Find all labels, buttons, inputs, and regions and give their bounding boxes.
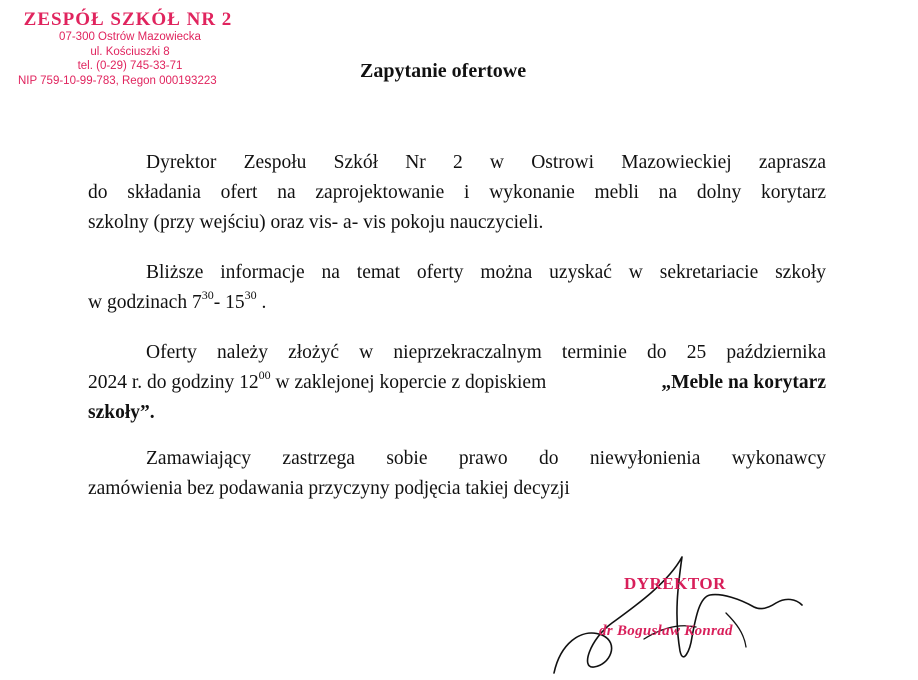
paragraph-line (88, 398, 826, 428)
hours-prefix: w godzinach 7 (88, 292, 202, 313)
stamp-postal-city: 07-300 Ostrów Mazowiecka (59, 31, 201, 43)
hours-suffix: . (256, 292, 267, 313)
envelope-label-part2: szkoły”. (88, 402, 155, 423)
paragraph-reservation (88, 444, 826, 504)
signature-title: DYREKTOR (624, 574, 726, 593)
deadline-minutes: 00 (258, 367, 271, 382)
paragraph-line: Zamawiający zastrzega sobie prawo do niewyłonienia wykonawcy (146, 448, 826, 469)
paragraph-line: Bliższe informacje na temat oferty można uzyskać w sekretariacie szkoły (146, 262, 826, 283)
paragraph-line: szkolny (przy wejściu) oraz vis- a- vis pokoju nauczycieli. (88, 212, 544, 233)
deadline-prefix: 2024 r. do godziny 12 (88, 372, 259, 393)
hours-start-minutes: 30 (201, 287, 214, 302)
paragraph-line: Dyrektor Zespołu Szkół Nr 2 w Ostrowi Mazowieckiej zaprasza (146, 152, 826, 173)
paragraph-line-hours (88, 288, 826, 318)
school-stamp (20, 10, 240, 88)
stamp-phone: tel. (0-29) 745-33-71 (77, 60, 183, 72)
deadline-text (88, 368, 546, 398)
stamp-school-name: ZESPÓŁ SZKÓŁ NR 2 (23, 9, 233, 30)
signature-block (550, 555, 810, 680)
hours-end-minutes: 30 (244, 287, 257, 302)
paragraph-line: Oferty należy złożyć w nieprzekraczalnym terminie do 25 października (146, 342, 826, 363)
document-title: Zapytanie ofertowe (360, 60, 527, 82)
deadline-middle: w zaklejonej kopercie z dopiskiem (270, 372, 547, 393)
paragraph-line-deadline (88, 368, 826, 398)
stamp-street: ul. Kościuszki 8 (90, 45, 170, 58)
paragraph-information (88, 258, 826, 318)
paragraph-deadline (88, 338, 826, 428)
envelope-label-part1: „Meble na korytarz (661, 372, 826, 393)
paragraph-invitation (88, 148, 826, 238)
paragraph-line: zamówienia bez podawania przyczyny podjęcia takiej decyzji (88, 478, 570, 499)
signature-name: dr Bogusław Konrad (599, 623, 733, 639)
stamp-nip-regon: NIP 759-10-99-783, Regon 000193223 (18, 74, 217, 87)
hours-separator: - 15 (213, 292, 245, 313)
paragraph-line: do składania ofert na zaprojektowanie i wykonanie mebli na dolny korytarz (88, 182, 826, 203)
